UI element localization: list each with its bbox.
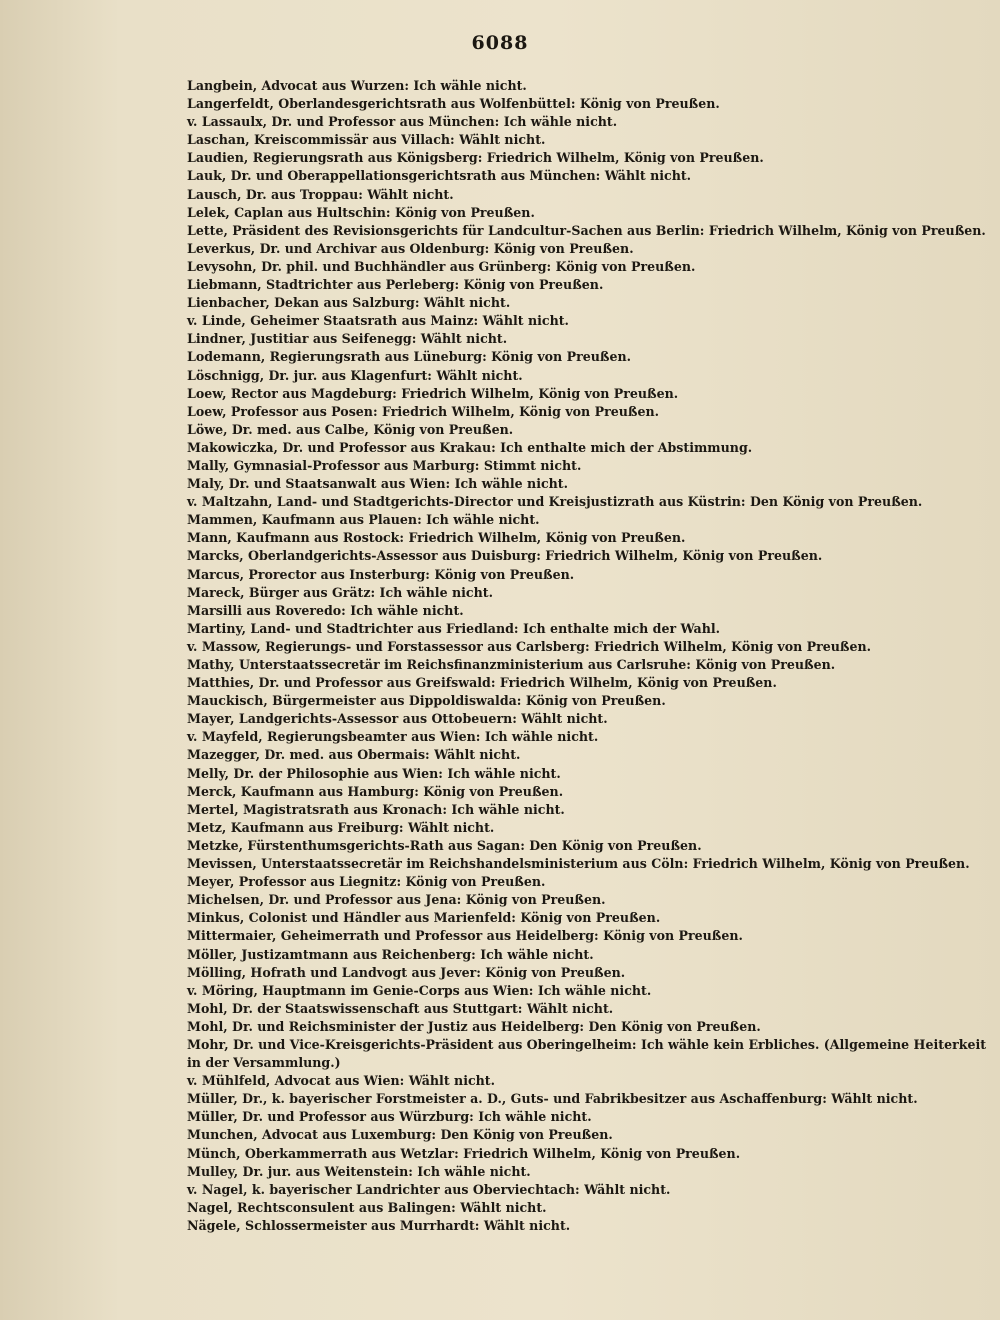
vote-text: König von Preußen.: [405, 874, 546, 890]
vote-text: König von Preußen.: [465, 892, 606, 908]
vote-entry: [187, 475, 987, 493]
vote-text: König von Preußen.: [579, 96, 720, 112]
vote-text: König von Preußen.: [491, 349, 631, 365]
member-name: Mammen, Kaufmann aus Plauen:: [187, 512, 422, 528]
vote-entry: [187, 276, 987, 294]
member-name: Mauckisch, Bürgermeister aus Dippoldiswalda:: [187, 693, 522, 709]
member-name: Mally, Gymnasial-Professor aus Marburg:: [187, 457, 480, 473]
member-name: Marsilli aus Roveredo:: [187, 602, 346, 618]
vote-text: König von Preußen.: [485, 964, 626, 980]
vote-entry: [187, 982, 987, 1000]
vote-entry: [187, 1090, 987, 1108]
vote-entry: [187, 1108, 987, 1126]
member-name: Nagel, Rechtsconsulent aus Balingen:: [187, 1199, 456, 1215]
member-name: Merck, Kaufmann aus Hamburg:: [187, 783, 419, 799]
vote-text: Den König von Preußen.: [529, 837, 702, 853]
member-name: Müller, Dr. und Professor aus Würzburg:: [187, 1109, 474, 1125]
vote-text: König von Preußen.: [555, 258, 696, 274]
member-name: Mazegger, Dr. med. aus Obermais:: [187, 747, 430, 763]
vote-text: König von Preußen.: [423, 783, 564, 799]
vote-text: Ich wähle nicht.: [480, 946, 594, 962]
member-name: Melly, Dr. der Philosophie aus Wien:: [187, 765, 443, 781]
vote-text: Wählt nicht.: [407, 819, 495, 835]
vote-text: Friedrich Wilhelm, König von Preußen.: [499, 675, 777, 691]
vote-text: Wählt nicht.: [408, 1073, 496, 1089]
member-name: Laschan, Kreiscommissär aus Villach:: [187, 132, 455, 148]
vote-entry: [187, 131, 987, 149]
vote-entry: [187, 294, 987, 312]
member-name: Metz, Kaufmann aus Freiburg:: [187, 819, 404, 835]
vote-text: Stimmt nicht.: [483, 457, 582, 473]
member-name: Mulley, Dr. jur. aus Weitenstein:: [187, 1163, 413, 1179]
vote-text: Wählt nicht.: [420, 331, 508, 347]
member-name: Mohl, Dr. der Staatswissenschaft aus Stuttgart:: [187, 1000, 523, 1016]
vote-entry: [187, 891, 987, 909]
vote-text: Ich wähle nicht.: [503, 114, 618, 130]
vote-entry: [187, 330, 987, 348]
vote-text: Wählt nicht.: [423, 295, 511, 311]
vote-entry: [187, 728, 987, 746]
vote-entry: [187, 909, 987, 927]
vote-text: Wählt nicht.: [367, 186, 454, 202]
member-name: Loew, Professor aus Posen:: [187, 403, 378, 419]
vote-entry: [187, 746, 987, 764]
member-name: v. Linde, Geheimer Staatsrath aus Mainz:: [187, 313, 479, 329]
vote-text: Ich wähle nicht.: [417, 1163, 531, 1179]
page-number: 6088: [471, 32, 529, 54]
vote-text: Ich enthalte mich der Wahl.: [522, 620, 721, 636]
member-name: Martiny, Land- und Stadtrichter aus Friedland:: [187, 620, 519, 636]
member-name: Mölling, Hofrath und Landvogt aus Jever:: [187, 964, 481, 980]
vote-entry: [187, 439, 987, 457]
member-name: Möller, Justizamtmann aus Reichenberg:: [187, 946, 476, 962]
vote-text: Ich wähle nicht.: [537, 982, 652, 998]
member-name: v. Massow, Regierungs- und Forstassessor aus Carlsberg:: [187, 638, 590, 654]
member-name: Nägele, Schlossermeister aus Murrhardt:: [187, 1217, 480, 1233]
member-name: Maly, Dr. und Staatsanwalt aus Wien:: [187, 476, 451, 492]
vote-entry: [187, 801, 987, 819]
vote-text: König von Preußen.: [695, 657, 836, 672]
vote-entry: [187, 547, 987, 565]
vote-entry: [187, 77, 987, 95]
vote-entry: [187, 656, 987, 674]
vote-entry: [187, 946, 987, 964]
vote-text: Ich wähle nicht.: [426, 512, 540, 528]
vote-text: Wählt nicht.: [604, 168, 692, 184]
vote-text: König von Preußen.: [520, 910, 661, 926]
vote-text: König von Preußen.: [603, 928, 743, 944]
vote-entry: [187, 367, 987, 385]
vote-entry: [187, 511, 987, 529]
vote-entry: [187, 222, 987, 240]
vote-entry: [187, 312, 987, 330]
vote-entry: [187, 783, 987, 801]
vote-entry: [187, 1163, 987, 1181]
vote-text: Friedrich Wilhelm, König von Preußen.: [708, 222, 986, 238]
vote-entry: [187, 186, 987, 204]
vote-text: Ich wähle nicht.: [451, 801, 565, 817]
vote-text: König von Preußen.: [463, 277, 604, 293]
member-name: Makowiczka, Dr. und Professor aus Krakau:: [187, 439, 496, 455]
member-name: Liebmann, Stadtrichter aus Perleberg:: [187, 277, 460, 293]
vote-text: Wählt nicht.: [459, 132, 546, 148]
vote-entry: [187, 1181, 987, 1199]
vote-entry: [187, 493, 987, 511]
vote-text: Wählt nicht.: [482, 313, 569, 329]
vote-entry: [187, 529, 987, 547]
vote-text: Friedrich Wilhelm, König von Preußen.: [545, 548, 823, 564]
member-name: Mertel, Magistratsrath aus Kronach:: [187, 801, 447, 817]
member-name: Lindner, Justitiar aus Seifenegg:: [187, 331, 417, 347]
member-name: Münch, Oberkammerrath aus Wetzlar:: [187, 1145, 459, 1161]
member-name: Mohl, Dr. und Reichsminister der Justiz aus Heidelberg:: [187, 1018, 585, 1034]
vote-entry: [187, 258, 987, 276]
vote-entry: [187, 240, 987, 258]
vote-entry: [187, 348, 987, 366]
vote-entry: [187, 927, 987, 945]
member-name: Michelsen, Dr. und Professor aus Jena:: [187, 892, 462, 908]
vote-text: König von Preußen.: [373, 421, 514, 437]
member-name: Marcus, Prorector aus Insterburg:: [187, 566, 430, 582]
vote-text: Ich wähle kein Erbliches.: [640, 1036, 820, 1052]
member-name: Marcks, Oberlandgerichts-Assessor aus Duisburg:: [187, 548, 541, 564]
member-name: Mayer, Landgerichts-Assessor aus Ottobeuern:: [187, 711, 517, 727]
member-name: v. Maltzahn, Land- und Stadtgerichts-Director und Kreisjustizrath aus Küstrin:: [187, 494, 746, 510]
member-name: v. Nagel, k. bayerischer Landrichter aus Oberviechtach:: [187, 1181, 580, 1197]
vote-text: Ich wähle nicht.: [350, 602, 464, 618]
vote-entry: [187, 204, 987, 222]
member-name: Lelek, Caplan aus Hultschin:: [187, 204, 391, 220]
member-name: Meyer, Professor aus Liegnitz:: [187, 874, 402, 890]
vote-text: Ich wähle nicht.: [413, 78, 527, 93]
vote-text: Friedrich Wilhelm, König von Preußen.: [463, 1145, 741, 1161]
vote-entry: [187, 403, 987, 421]
vote-text: Ich wähle nicht.: [454, 476, 568, 492]
member-name: Langbein, Advocat aus Wurzen:: [187, 78, 410, 93]
member-name: v. Mayfeld, Regierungsbeamter aus Wien:: [187, 729, 481, 745]
vote-entry: [187, 692, 987, 710]
vote-text: Friedrich Wilhelm, König von Preußen.: [692, 856, 970, 872]
member-name: Löwe, Dr. med. aus Calbe,: [187, 421, 369, 437]
vote-text: Wählt nicht.: [483, 1217, 571, 1233]
vote-text: Wählt nicht.: [526, 1000, 614, 1016]
member-name: Levysohn, Dr. phil. und Buchhändler aus Grünberg:: [187, 258, 552, 274]
vote-text: Friedrich Wilhelm, König von Preußen.: [408, 530, 686, 546]
member-name: Minkus, Colonist und Händler aus Marienfeld:: [187, 910, 516, 926]
member-name: Löschnigg, Dr. jur. aus Klagenfurt:: [187, 367, 432, 383]
vote-list: [187, 77, 987, 1235]
vote-entry: [187, 1036, 987, 1072]
vote-entry: [187, 674, 987, 692]
member-name: Lodemann, Regierungsrath aus Lüneburg:: [187, 349, 487, 365]
member-name: Matthies, Dr. und Professor aus Greifswald:: [187, 675, 496, 691]
member-name: Mevissen, Unterstaatssecretär im Reichshandelsministerium aus Cöln:: [187, 856, 689, 872]
member-name: Lauk, Dr. und Oberappellationsgerichtsrath aus München:: [187, 168, 601, 184]
member-name: Lausch, Dr. aus Troppau:: [187, 186, 363, 202]
vote-entry: [187, 855, 987, 873]
member-name: v. Möring, Hauptmann im Genie-Corps aus Wien:: [187, 982, 534, 998]
vote-entry: [187, 584, 987, 602]
vote-text: Den König von Preußen.: [588, 1018, 761, 1034]
vote-text: Den König von Preußen.: [440, 1127, 613, 1143]
vote-entry: [187, 95, 987, 113]
vote-entry: [187, 1126, 987, 1144]
vote-entry: [187, 837, 987, 855]
member-name: Laudien, Regierungsrath aus Königsberg:: [187, 150, 483, 166]
vote-text: Ich wähle nicht.: [447, 765, 561, 781]
vote-text: Wählt nicht.: [521, 711, 608, 727]
vote-entry: [187, 710, 987, 728]
member-name: Langerfeldt, Oberlandesgerichtsrath aus Wolfenbüttel:: [187, 96, 576, 112]
vote-entry: [187, 819, 987, 837]
vote-text: Wählt nicht.: [831, 1091, 918, 1107]
member-name: Müller, Dr., k. bayerischer Forstmeister a. D., Guts- und Fabrikbesitzer aus Aschaffenburg:: [187, 1091, 827, 1107]
vote-text: Wählt nicht.: [460, 1199, 547, 1215]
vote-text: Friedrich Wilhelm, König von Preußen.: [401, 385, 679, 401]
vote-entry: [187, 167, 987, 185]
member-name: Munchen, Advocat aus Luxemburg:: [187, 1127, 437, 1143]
vote-text: Ich enthalte mich der Abstimmung.: [500, 439, 753, 455]
member-name: Loew, Rector aus Magdeburg:: [187, 385, 397, 401]
vote-entry: [187, 385, 987, 403]
vote-text: Friedrich Wilhelm, König von Preußen.: [382, 403, 659, 419]
vote-entry: [187, 1199, 987, 1217]
vote-text: Ich wähle nicht.: [484, 729, 599, 745]
member-name: Mohr, Dr. und Vice-Kreisgerichts-Präsident aus Oberingelheim:: [187, 1036, 637, 1052]
vote-text: Ich wähle nicht.: [379, 584, 493, 600]
member-name: Leverkus, Dr. und Archivar aus Oldenburg:: [187, 240, 490, 256]
vote-text: Ich wähle nicht.: [478, 1109, 592, 1125]
vote-entry: [187, 1217, 987, 1235]
vote-entry: [187, 1145, 987, 1163]
member-name: Mann, Kaufmann aus Rostock:: [187, 530, 405, 546]
vote-entry: [187, 1072, 987, 1090]
vote-text: König von Preußen.: [394, 204, 535, 220]
vote-entry: [187, 964, 987, 982]
member-name: v. Mühlfeld, Advocat aus Wien:: [187, 1073, 405, 1089]
vote-text: Wählt nicht.: [436, 367, 523, 383]
vote-entry: [187, 421, 987, 439]
vote-entry: [187, 566, 987, 584]
vote-text: Den König von Preußen.: [749, 494, 923, 510]
vote-entry: [187, 457, 987, 475]
member-name: Mareck, Bürger aus Grätz:: [187, 584, 376, 600]
vote-text: Friedrich Wilhelm, König von Preußen.: [594, 638, 872, 654]
vote-text: Wählt nicht.: [434, 747, 521, 763]
vote-text: Wählt nicht.: [584, 1181, 671, 1197]
vote-entry: [187, 873, 987, 891]
member-name: Mathy, Unterstaatssecretär im Reichsfinanzministerium aus Carlsruhe:: [187, 657, 691, 672]
vote-entry: [187, 149, 987, 167]
member-name: Metzke, Fürstenthumsgerichts-Rath aus Sagan:: [187, 837, 525, 853]
vote-entry: [187, 620, 987, 638]
vote-entry: [187, 1018, 987, 1036]
member-name: v. Lassaulx, Dr. und Professor aus München:: [187, 114, 500, 130]
vote-entry: [187, 765, 987, 783]
vote-text: König von Preußen.: [493, 240, 634, 256]
member-name: Lette, Präsident des Revisionsgerichts für Landcultur-Sachen aus Berlin:: [187, 222, 705, 238]
vote-entry: [187, 113, 987, 131]
vote-text: Friedrich Wilhelm, König von Preußen.: [486, 150, 764, 166]
member-name: Mittermaier, Geheimerrath und Professor aus Heidelberg:: [187, 928, 599, 944]
vote-entry: [187, 638, 987, 656]
member-name: Lienbacher, Dekan aus Salzburg:: [187, 295, 420, 311]
assembly-reaction-note: (Allgemeine Heiterkeit in der Versammlung.): [187, 1036, 987, 1071]
vote-text: König von Preußen.: [525, 693, 666, 709]
vote-entry: [187, 1000, 987, 1018]
vote-text: König von Preußen.: [434, 566, 575, 582]
vote-entry: [187, 602, 987, 620]
